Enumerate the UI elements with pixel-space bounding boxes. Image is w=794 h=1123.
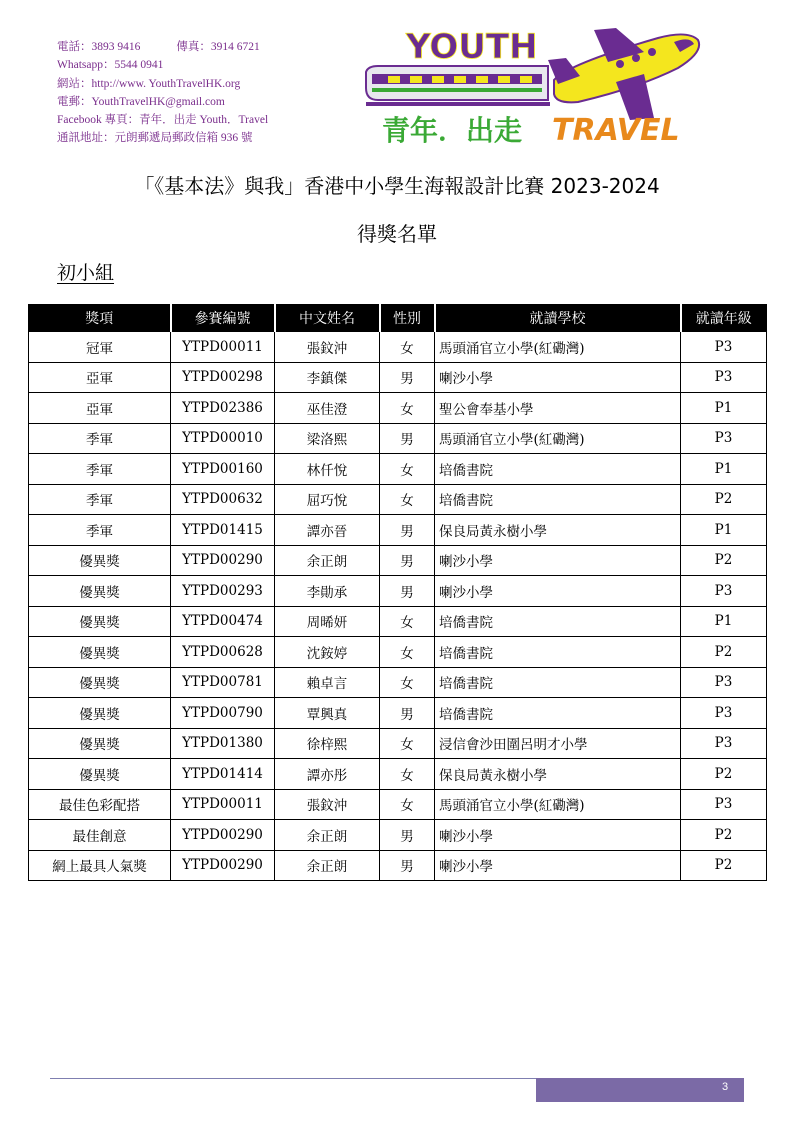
group-heading: 初小組 bbox=[57, 262, 115, 284]
table-row bbox=[29, 637, 767, 668]
table-cell: P2 bbox=[681, 820, 767, 851]
table-cell: P3 bbox=[681, 332, 767, 363]
table-cell: 優異獎 bbox=[29, 759, 171, 790]
table-cell: 張鈫沖 bbox=[275, 789, 380, 820]
footer-bar bbox=[536, 1078, 744, 1102]
table-cell: 亞軍 bbox=[29, 362, 171, 393]
table-cell: 譚亦晉 bbox=[275, 515, 380, 546]
table-cell: 保良局黃永樹小學 bbox=[435, 759, 681, 790]
table-cell: 保良局黃永樹小學 bbox=[435, 515, 681, 546]
table-cell: 優異獎 bbox=[29, 576, 171, 607]
table-cell: YTPD00298 bbox=[171, 362, 275, 393]
table-cell: 賴卓言 bbox=[275, 667, 380, 698]
logo-youth-text: YOUTH bbox=[406, 27, 538, 67]
table-cell: 男 bbox=[380, 362, 435, 393]
table-cell: P3 bbox=[681, 728, 767, 759]
table-row bbox=[29, 850, 767, 881]
table-cell: 女 bbox=[380, 728, 435, 759]
contact-block bbox=[57, 38, 268, 148]
table-cell: YTPD00010 bbox=[171, 423, 275, 454]
table-cell: YTPD00632 bbox=[171, 484, 275, 515]
table-cell: 喇沙小學 bbox=[435, 820, 681, 851]
table-row bbox=[29, 606, 767, 637]
table-cell: 男 bbox=[380, 850, 435, 881]
table-cell: P2 bbox=[681, 484, 767, 515]
table-cell: P3 bbox=[681, 698, 767, 729]
facebook-text: Facebook 專頁：青年．出走 Youth．Travel bbox=[57, 114, 269, 127]
table-cell: 最佳色彩配搭 bbox=[29, 789, 171, 820]
email-text: 電郵：YouthTravelHK@gmail.com bbox=[57, 95, 225, 108]
table-cell: 喇沙小學 bbox=[435, 362, 681, 393]
table-cell: 喇沙小學 bbox=[435, 545, 681, 576]
table-cell: 覃興真 bbox=[275, 698, 380, 729]
table-cell: YTPD00011 bbox=[171, 789, 275, 820]
train-icon bbox=[366, 66, 550, 106]
table-row bbox=[29, 393, 767, 424]
table-cell: 屈巧悅 bbox=[275, 484, 380, 515]
table-row bbox=[29, 515, 767, 546]
table-cell: P1 bbox=[681, 393, 767, 424]
table-cell: P3 bbox=[681, 423, 767, 454]
table-cell: 余正朗 bbox=[275, 850, 380, 881]
page-title: 「《基本法》與我」香港中小學生海報設計比賽 2023-2024 bbox=[134, 174, 660, 198]
table-cell: 喇沙小學 bbox=[435, 576, 681, 607]
table-cell: 馬頭涌官立小學(紅磡灣) bbox=[435, 332, 681, 363]
table-cell: 巫佳澄 bbox=[275, 393, 380, 424]
table-cell: 男 bbox=[380, 820, 435, 851]
table-cell: P3 bbox=[681, 789, 767, 820]
table-cell: YTPD00011 bbox=[171, 332, 275, 363]
table-cell: 優異獎 bbox=[29, 698, 171, 729]
table-row bbox=[29, 576, 767, 607]
table-cell: YTPD01415 bbox=[171, 515, 275, 546]
table-cell: 優異獎 bbox=[29, 667, 171, 698]
table-cell: YTPD00160 bbox=[171, 454, 275, 485]
table-cell: 女 bbox=[380, 454, 435, 485]
table-cell: YTPD00474 bbox=[171, 606, 275, 637]
table-cell: 男 bbox=[380, 576, 435, 607]
table-row bbox=[29, 545, 767, 576]
fax-text: 傳真：3914 6721 bbox=[176, 41, 260, 53]
table-cell: P3 bbox=[681, 576, 767, 607]
table-cell: 余正朗 bbox=[275, 545, 380, 576]
table-cell: P1 bbox=[681, 515, 767, 546]
table-row bbox=[29, 332, 767, 363]
table-cell: YTPD00790 bbox=[171, 698, 275, 729]
table-cell: YTPD00628 bbox=[171, 637, 275, 668]
table-row bbox=[29, 728, 767, 759]
table-cell: 男 bbox=[380, 698, 435, 729]
table-row bbox=[29, 759, 767, 790]
table-cell: YTPD02386 bbox=[171, 393, 275, 424]
table-cell: 譚亦彤 bbox=[275, 759, 380, 790]
table-cell: P2 bbox=[681, 759, 767, 790]
table-cell: YTPD01380 bbox=[171, 728, 275, 759]
table-cell: 培僑書院 bbox=[435, 484, 681, 515]
table-cell: 沈銨婷 bbox=[275, 637, 380, 668]
airplane-icon bbox=[548, 28, 699, 120]
table-cell: 女 bbox=[380, 667, 435, 698]
table-cell: 女 bbox=[380, 606, 435, 637]
table-cell: 季軍 bbox=[29, 484, 171, 515]
table-cell: P1 bbox=[681, 454, 767, 485]
table-cell: 網上最具人氣獎 bbox=[29, 850, 171, 881]
logo-travel-text: TRAVEL bbox=[552, 113, 680, 148]
table-cell: P2 bbox=[681, 545, 767, 576]
table-cell: YTPD01414 bbox=[171, 759, 275, 790]
logo-cn-text: 青年．出走 bbox=[382, 114, 523, 147]
table-cell: YTPD00781 bbox=[171, 667, 275, 698]
table-cell: P2 bbox=[681, 850, 767, 881]
table-cell: 男 bbox=[380, 515, 435, 546]
phone-text: 電話：3893 9416 bbox=[57, 41, 141, 53]
table-cell: 張鈫沖 bbox=[275, 332, 380, 363]
table-cell: 女 bbox=[380, 332, 435, 363]
table-header-cell: 就讀年級 bbox=[681, 304, 767, 332]
table-cell: 男 bbox=[380, 423, 435, 454]
table-cell: 周晞妍 bbox=[275, 606, 380, 637]
page-number: 3 bbox=[722, 1081, 729, 1093]
table-cell: 優異獎 bbox=[29, 545, 171, 576]
table-cell: 優異獎 bbox=[29, 637, 171, 668]
table-cell: 女 bbox=[380, 484, 435, 515]
whatsapp-text: Whatsapp：5544 0941 bbox=[57, 59, 164, 72]
table-header-cell: 參賽編號 bbox=[171, 304, 275, 332]
table-cell: YTPD00290 bbox=[171, 850, 275, 881]
table-cell: 季軍 bbox=[29, 515, 171, 546]
table-cell: 女 bbox=[380, 789, 435, 820]
results-table bbox=[28, 304, 767, 881]
table-cell: 季軍 bbox=[29, 423, 171, 454]
table-row bbox=[29, 789, 767, 820]
youth-travel-logo bbox=[358, 24, 708, 148]
table-cell: 男 bbox=[380, 545, 435, 576]
table-cell: 亞軍 bbox=[29, 393, 171, 424]
table-row bbox=[29, 667, 767, 698]
table-cell: P3 bbox=[681, 362, 767, 393]
table-cell: 聖公會奉基小學 bbox=[435, 393, 681, 424]
table-cell: 李鎮傑 bbox=[275, 362, 380, 393]
table-cell: 余正朗 bbox=[275, 820, 380, 851]
table-cell: 培僑書院 bbox=[435, 667, 681, 698]
table-cell: 培僑書院 bbox=[435, 637, 681, 668]
table-cell: 浸信會沙田圍呂明才小學 bbox=[435, 728, 681, 759]
table-cell: P1 bbox=[681, 606, 767, 637]
table-cell: 喇沙小學 bbox=[435, 850, 681, 881]
table-cell: 季軍 bbox=[29, 454, 171, 485]
table-cell: 培僑書院 bbox=[435, 606, 681, 637]
table-cell: P3 bbox=[681, 667, 767, 698]
table-cell: 培僑書院 bbox=[435, 454, 681, 485]
table-cell: 女 bbox=[380, 393, 435, 424]
table-cell: 梁洛熙 bbox=[275, 423, 380, 454]
table-cell: 優異獎 bbox=[29, 606, 171, 637]
table-body bbox=[29, 332, 767, 881]
contact-phone-row bbox=[57, 38, 268, 56]
page-subtitle: 得獎名單 bbox=[357, 222, 437, 246]
table-header-cell: 獎項 bbox=[29, 304, 171, 332]
table-cell: 馬頭涌官立小學(紅磡灣) bbox=[435, 423, 681, 454]
table-row bbox=[29, 362, 767, 393]
table-row bbox=[29, 454, 767, 485]
table-cell: 女 bbox=[380, 637, 435, 668]
website-text: 網站：http://www. YouthTravelHK.org bbox=[57, 77, 241, 90]
table-cell: 冠軍 bbox=[29, 332, 171, 363]
table-cell: 林仟悅 bbox=[275, 454, 380, 485]
table-cell: YTPD00290 bbox=[171, 545, 275, 576]
table-cell: YTPD00293 bbox=[171, 576, 275, 607]
table-cell: P2 bbox=[681, 637, 767, 668]
table-cell: 女 bbox=[380, 759, 435, 790]
table-cell: 李勛承 bbox=[275, 576, 380, 607]
table-cell: 優異獎 bbox=[29, 728, 171, 759]
table-header-cell: 中文姓名 bbox=[275, 304, 380, 332]
table-cell: 培僑書院 bbox=[435, 698, 681, 729]
table-row bbox=[29, 484, 767, 515]
address-text: 通訊地址：元朗郵遞局郵政信箱 936 號 bbox=[57, 132, 253, 145]
table-row bbox=[29, 698, 767, 729]
table-row bbox=[29, 423, 767, 454]
table-cell: YTPD00290 bbox=[171, 820, 275, 851]
table-header-cell: 性別 bbox=[380, 304, 435, 332]
table-header-row bbox=[29, 304, 767, 332]
table-cell: 徐梓熙 bbox=[275, 728, 380, 759]
table-cell: 馬頭涌官立小學(紅磡灣) bbox=[435, 789, 681, 820]
table-header-cell: 就讀學校 bbox=[435, 304, 681, 332]
table-cell: 最佳創意 bbox=[29, 820, 171, 851]
table-row bbox=[29, 820, 767, 851]
